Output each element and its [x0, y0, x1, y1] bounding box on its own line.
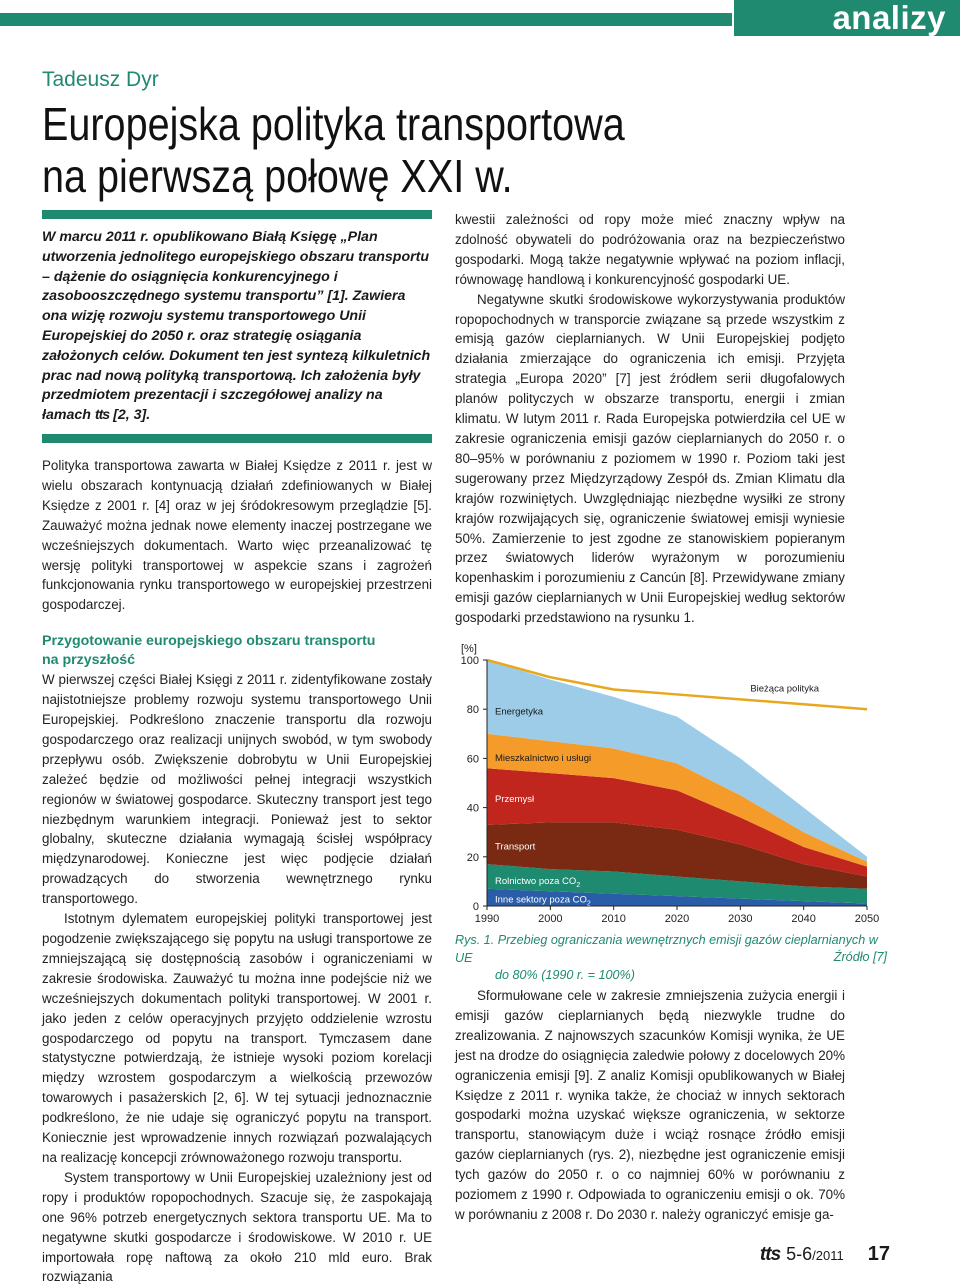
body-paragraph: W pierwszej części Białej Księgi z 2011 r. zidentyfikowane zostały najistotniejsze problemy rozwoju systemu transportowego Unii Europejskiej. Podkreślono znaczenie transportu dla rozwoju gospodarczego oraz realizacji unijnych swobód, w tym swobody przepływu osób. Zwiększenie dobrobytu w Unii Europejskiej zależeć będzie od możliwości pełnej integracji wszystkich regionów w światowej gospodarce. Skuteczny transport jest tego niezbędnym warunkiem integracji. Ponieważ jest to sektor globalny, skuteczne działania wymagają ścisłej współpracy międzynarodowej. Konieczne jest więc podjęcie działań prowadzących do stworzenia wewnętrznego rynku transportowego.	[42, 672, 432, 907]
title-line-2: na pierwszą połowę XXI w.	[42, 150, 513, 202]
page-number: 17	[867, 1243, 890, 1265]
footer-year: /2011	[812, 1248, 844, 1263]
body-paragraph: Istotnym dylematem europejskiej polityki transportowej jest pogodzenie zwiększającego się popytu na usługi transportowe ze zmniejszającą się dostępnością zasobów i ograniczeniami w zakresie środowiska. Zauważyć tu można inne podejście niż we wcześniejszych dokumentach polityki transportowej. W 2001 r. jako jeden z celów operacyjnych przyjęto oddzielenie wzrostu gospodarczego od popytu na transport. Tymczasem dane statystyczne potwierdzają, że istnieje wysoki poziom korelacji między wzrostem gospodarczym a wielkością przewozów towarowych i pasażerskich [2, 6]. W tej sytuacji jednoznacznie podkreślono, że nie udaje się ograniczyć popytu na transport. Koniecznie jest wprowadzenie innych rozwiązań pozwalających na realizację koncepcji zrównoważonego rozwoju transportu.	[42, 911, 432, 1165]
series-label: Transport	[495, 841, 536, 853]
article-title	[42, 98, 661, 202]
series-label: Rolnictwo poza $CO_2$	[495, 876, 581, 890]
y-tick-label: 100	[460, 655, 479, 667]
series-label: Energetyka	[495, 706, 544, 718]
x-tick-label: 2020	[664, 913, 690, 925]
top-accent-bar	[0, 13, 732, 26]
body-paragraph: Sformułowane cele w zakresie zmniejszenia zużycia energii i emisji gazów cieplarnianych będą niezwykle trudne do zrealizowania. Z najnowszych szacunków Komisji wynika, że UE jest na drodze do osiągnięcia zaledwie połowy z docelowych 20% ograniczenia emisji [9]. Z analiz Komisji opublikowanych w Białej Księdze z 2011 r. wynika także, że chociaż w innych sektorach gospodarki można uzyskać większe ograniczenia, w sektorze transportu, stanowiącym duże i wciąż rosnące źródło emisji gazów cieplarnianych (rys. 2), niezbędne jest ograniczenie emisji tych gazów do 2050 r. o co najmniej 60% w porównaniu z poziomem z 1990 r. Odpowiada to ograniczeniu emisji o ok. 70% w porównaniu z 2008 r. Do 2030 r. należy ograniczyć emisje ga-	[455, 988, 845, 1222]
y-tick-label: 20	[466, 851, 479, 864]
chart-svg	[455, 636, 895, 936]
emissions-chart	[455, 636, 895, 966]
y-tick-label: 40	[466, 802, 479, 815]
series-label: Mieszkalnictwo i usługi	[495, 753, 592, 765]
lead-text: W marcu 2011 r. opublikowano Białą Księgę „Plan utworzenia jednolitego europejskiego obszaru transportu – dążenie do osiągnięcia konkurencyjnego i zasobooszczędnego systemu transportu” [1]. Zawiera ona wizję rozwoju systemu transportowego Unii Europejskiej do 2050 r. oraz strategię osiągania założonych celów. Dokument ten jest syntezą kilkuletnich prac nad nową polityką transportową. Ich założenia były przedmiotem prezentacji i szczegółowej analizy na łamach	[42, 229, 431, 424]
lead-paragraph	[42, 228, 432, 426]
caption-prefix: Rys. 1.	[455, 933, 495, 947]
caption-source: Źródło [7]	[833, 950, 887, 964]
x-tick-label: 1990	[474, 913, 500, 925]
section-tag: analizy	[734, 0, 960, 36]
right-column-lower	[455, 986, 845, 1225]
caption-text: Przebieg ograniczania wewnętrznych emisji gazów cieplarnianych w UE	[455, 933, 878, 965]
series-label: Przemysł	[495, 793, 535, 805]
body-paragraph: System transportowy w Unii Europejskiej uzależniony jest od ropy i produktów ropopochodnych. Szacuje się, że zaspokajają one 96% potrzeb energetycznych sektora transportu UE. Ma to negatywne skutki gospodarcze i środowiskowe. W 2010 r. UE importowała ropę naftową za około 210 mld euro. Brak rozwiązania	[42, 1169, 432, 1285]
subheading-line-1: Przygotowanie europejskiego obszaru transportu	[42, 633, 376, 650]
title-line-1: Europejska polityka transportowa	[42, 98, 625, 150]
lead-bottom-rule	[42, 434, 432, 443]
right-column	[455, 210, 845, 628]
section-subheading	[42, 632, 432, 670]
x-tick-label: 2030	[728, 913, 753, 925]
reference-line-label: Bieżąca polityka	[750, 683, 819, 695]
left-column	[42, 210, 432, 1287]
x-tick-label: 2000	[538, 913, 563, 925]
y-tick-label: 80	[466, 704, 479, 717]
series-label: Inne sektory poza $CO_2$	[495, 894, 591, 908]
y-tick-label: 60	[466, 753, 479, 766]
caption-line-2: do 80% (1990 r. = 100%)	[495, 968, 635, 982]
body-paragraph: Polityka transportowa zawarta w Białej Księdze z 2011 r. jest w wielu obszarach kontynuacją działań zdefiniowanych w Białej Księdze z 2001 r. [4] oraz w jej śródokresowym przeglądzie [5]. Zauważyć można jednak nowe elementy inaczej postrzegane we wcześniejszych dokumentach. Warto więc przeanalizować tę wersję polityki transportowej w aspekcie szans i zagrożeń funkcjonowania rynku transportowego w europejskiej przestrzeni gospodarczej.	[42, 457, 432, 613]
x-tick-label: 2010	[601, 913, 626, 925]
body-paragraph: kwestii zależności od ropy może mieć znaczny wpływ na zdolność obywateli do podróżowania oraz na bezpieczeństwo gospodarki. Mogą także negatywnie wpływać na poziom inflacji, równowagę handlową i konkurencyjność gospodarki UE.	[455, 212, 845, 287]
x-tick-label: 2040	[791, 913, 816, 925]
lead-top-rule	[42, 210, 432, 219]
footer-issue-number: 5-6	[786, 1244, 813, 1264]
x-tick-label: 2050	[854, 913, 880, 925]
lead-text-end: [2, 3].	[109, 407, 151, 424]
y-tick-label: 0	[472, 901, 479, 913]
page-footer	[760, 1243, 890, 1266]
author-name: Tadeusz Dyr	[42, 68, 159, 91]
footer-brand: tts	[759, 1244, 781, 1265]
subheading-line-2: na przyszłość	[42, 652, 136, 669]
body-paragraph: Negatywne skutki środowiskowe wykorzystywania produktów ropopochodnych w transporcie związane są przede wszystkim z emisją gazów cieplarnianych. W Unii Europejskiej podjęto działania zmierzające do ograniczenia ich emisji. Przyjęta strategia „Europa 2020” [7] jest źródłem serii długofalowych planów polityczych w obszarze transportu, energii i zmian klimatu. W lutym 2011 r. Rada Europejska potwierdziła cel UE w zakresie ograniczenia emisji gazów cieplarnianych do 2050 r. o 80–95% w porównaniu z poziomem w 1990 r. Poziom taki jest sugerowany przez Międzyrządowy Zespół ds. Zmian Klimatu dla krajów rozwiniętych. Uwzględniając niezbędne wysiłki ze strony krajów rozwijających się, ograniczenie światowej emisji wyniesie 50%. Zamierzenie to jest zgodne ze stanowiskiem popieranym przez światowych liderów wyrażonym w porozumieniu kopenhaskim i porozumieniu z Cancún [8]. Przewidywane zmiany emisji gazów cieplarnianych w Unii Europejskiej według sektorów gospodarki przedstawiono na rysunku 1.	[455, 291, 845, 626]
figure-caption	[455, 932, 891, 985]
lead-brand: tts	[94, 407, 110, 424]
footer-issue	[786, 1244, 844, 1265]
y-axis-label: [%]	[461, 643, 477, 655]
